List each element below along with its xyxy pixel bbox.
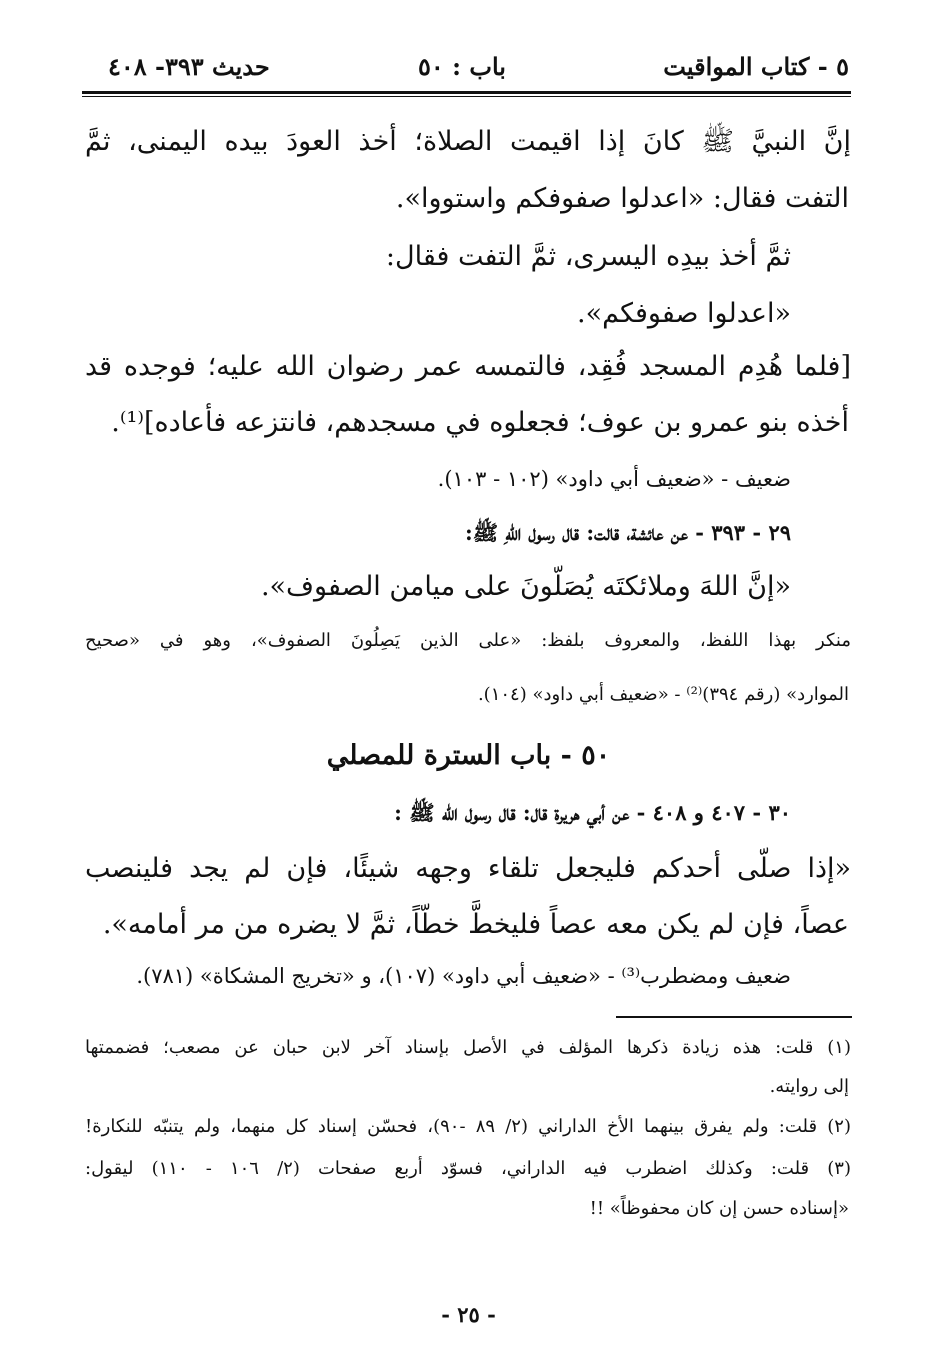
hadith-heading: ٢٩ - ٣٩٣ - عن عائشة، قالت: قال رسول اللهِ ﷺ:	[464, 520, 791, 545]
text-line: التفت فقال: «اعدلوا صفوفكم واستووا».	[395, 183, 849, 214]
header-rule-thin	[82, 96, 851, 97]
text-line: أخذه بنو عمرو بن عوف؛ فجعلوه في مسجدهم، فانتزعه فأعاده]⁽¹⁾.	[111, 407, 849, 438]
header-chapter: ٥ - كتاب المواقيت	[663, 52, 849, 81]
text-line: «إذا صلّى أحدكم فليجعل تلقاء وجهه شيئًا، فإن لم يجد فلينصب	[85, 853, 851, 884]
footnote: (٣) قلت: وكذلك اضطرب فيه الداراني، فسوّد أربع صفحات (٢/ ١٠٦ - ١١٠) ليقول:	[85, 1158, 851, 1179]
footnote: «إسناده حسن إن كان محفوظاً» !!	[589, 1198, 849, 1219]
footnote: (٢) قلت: ولم يفرق بينهما الأخ الداراني (٢/ ٨٩ -٩٠)، فحسّن إسناد كل منهما، ولم يتنبّه للنكارة!	[85, 1116, 851, 1137]
text-line: [فلما هُدِم المسجد فُقِد، فالتمسه عمر رضوان الله عليه؛ فوجده قد	[85, 351, 851, 382]
footnote: إلى روايته.	[769, 1076, 849, 1097]
header-rule	[82, 91, 851, 94]
grading-note: ضعيف ومضطرب⁽³⁾ - «ضعيف أبي داود» (١٠٧)، و «تخريج المشكاة» (٧٨١).	[136, 964, 791, 988]
grading-note: منكر بهذا اللفظ، والمعروف بلفظ: «على الذين يَصِلُونَ الصفوف»، وهو في «صحيح	[85, 630, 851, 651]
text-line: إنَّ النبيَّ ﷺ كانَ إذا اقيمت الصلاة؛ أخذ العودَ بيده اليمنى، ثمَّ	[85, 126, 851, 157]
section-title: ٥٠ - باب السترة للمصلي	[326, 740, 611, 771]
footnote: (١) قلت: هذه زيادة ذكرها المؤلف في الأصل بإسناد آخر لابن حبان عن مصعب؛ فضممتها	[85, 1037, 851, 1058]
grading-note: ضعيف - «ضعيف أبي داود» (١٠٢ - ١٠٣).	[437, 467, 791, 491]
header-section: باب : ٥٠	[418, 52, 506, 81]
text-line: «اعدلوا صفوفكم».	[577, 298, 791, 329]
hadith-heading: ٣٠ - ٤٠٧ و ٤٠٨ - عن أبي هريرة قال: قال رسول الله ﷺ :	[394, 800, 791, 825]
grading-note: الموارد» (رقم ٣٩٤)⁽²⁾ - «ضعيف أبي داود» (١٠٤).	[477, 684, 849, 705]
text-line: «إنَّ اللهَ وملائكتَه يُصَلّونَ على ميامن الصفوف».	[260, 571, 791, 602]
footnote-rule	[616, 1016, 852, 1018]
text-line: ثمَّ أخذ بيدِه اليسرى، ثمَّ التفت فقال:	[385, 241, 791, 272]
page-number: - ٢٥ -	[441, 1302, 496, 1327]
header-hadith-range: حديث ٣٩٣- ٤٠٨	[108, 52, 270, 81]
text-line: عصاً، فإن لم يكن معه عصاً فليخطَّ خطّاً، ثمَّ لا يضره من مر أمامه».	[102, 909, 849, 940]
